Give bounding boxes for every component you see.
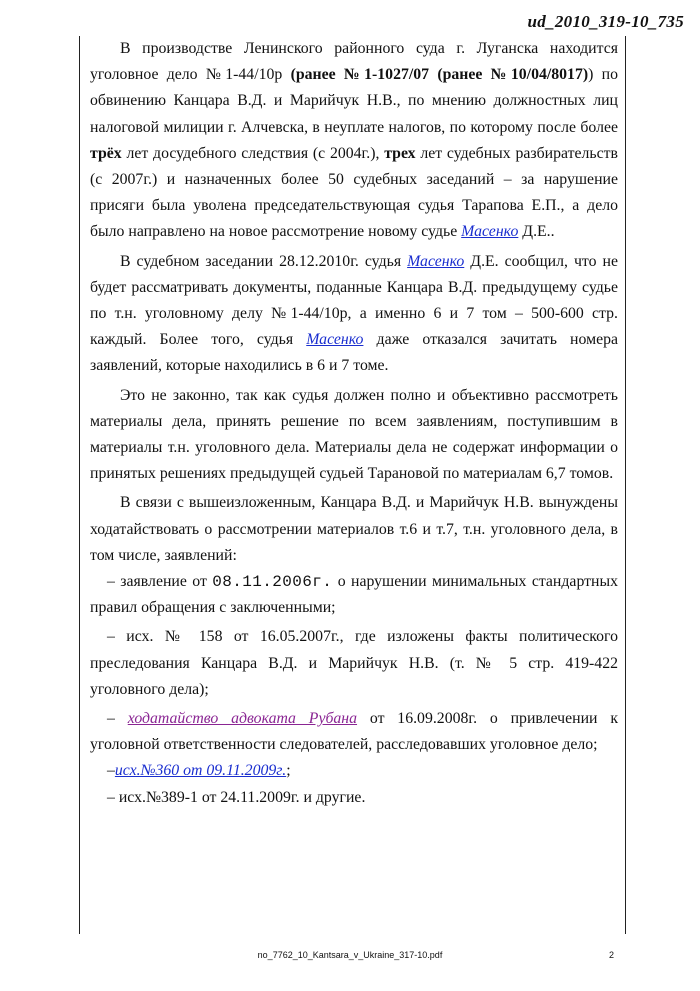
link-masenko[interactable]: Масенко bbox=[407, 252, 465, 270]
paragraph-2: В судебном заседании 28.12.2010г. судья Масенко Д.Е. сообщил, что не будет рассматривать документы, поданные Канцара В.Д. предыдущему судье по т.н. уголовному делу №1-44/10р, а именно 6 и 7 том – 500-600 стр. каждый. Более того, судья Масенко даже отказался зачитать номера заявлений, которые находились в 6 и 7 томе. bbox=[90, 252, 618, 375]
paragraph-3: Это не законно, так как судья должен полно и объективно рассмотреть материалы дела, принять решение по всем заявлениям, поступившим в материалы т.н. уголовного дела. Материалы дела не содержат информации о принятых решениях предыдущей судьей Тарановой по материалам 6,7 томов. bbox=[90, 386, 618, 483]
paragraph-1: В производстве Ленинского районного суда г. Луганска находится уголовное дело №1-44/10р (ранее №1-1027/07 (ранее №10/04/8017)) по обвинению Канцара В.Д. и Марийчук Н.В., по мнению должностных лиц налоговой милиции г. Алчевска, в неуплате налогов, по которому после более трёх лет досудебного следствия (с 2004г.), трех лет судебных разбирательств (с 2007г.) и назначенных более 50 судебных заседаний – за нарушение присяги была уволена председательствующая судья Тарапова Е.П., а дело было направлено на новое рассмотрение новому судье Масенко Д.Е.. bbox=[90, 40, 618, 241]
right-margin-line bbox=[625, 36, 626, 934]
link-outgoing-360[interactable]: исх.№360 от 09.11.2009г. bbox=[114, 762, 287, 780]
paragraph-4: В связи с вышеизложенным, Канцара В.Д. и Марийчук Н.В. вынуждены ходатайствовать о рассмотрении материалов т.6 и т.7, т.н. уголовного дела, в том числе, заявлений: bbox=[90, 494, 618, 564]
document-body bbox=[90, 36, 618, 811]
link-masenko[interactable]: Масенко bbox=[306, 331, 364, 349]
page-number: 2 bbox=[609, 950, 615, 960]
link-advocate-petition[interactable]: ходатайство адвоката Рубана bbox=[127, 710, 358, 728]
list-item: – исх. № 158 от 16.05.2007г., где изложены факты политического преследования Канцара В.Д. и Марийчук Н.В. (т. № 5 стр. 419-422 уголовного дела); bbox=[90, 628, 618, 698]
list-item: –исх.№360 от 09.11.2009г.; bbox=[107, 762, 291, 780]
link-masenko[interactable]: Масенко bbox=[461, 223, 519, 241]
list-item: – ходатайство адвоката Рубана от 16.09.2008г. о привлечении к уголовной ответственности следователей, расследовавших уголовное дело; bbox=[90, 710, 618, 754]
document-id: ud_2010_319-10_735 bbox=[527, 12, 684, 31]
footer-filename: no_7762_10_Kantsara_v_Ukraine_317-10.pdf bbox=[257, 950, 443, 960]
list-item: – заявление от 08.11.2006г. о нарушении минимальных стандартных правил обращения с заключенными; bbox=[90, 573, 618, 617]
left-margin-line bbox=[79, 36, 80, 934]
list-item: – исх.№389-1 от 24.11.2009г. и другие. bbox=[107, 788, 366, 806]
